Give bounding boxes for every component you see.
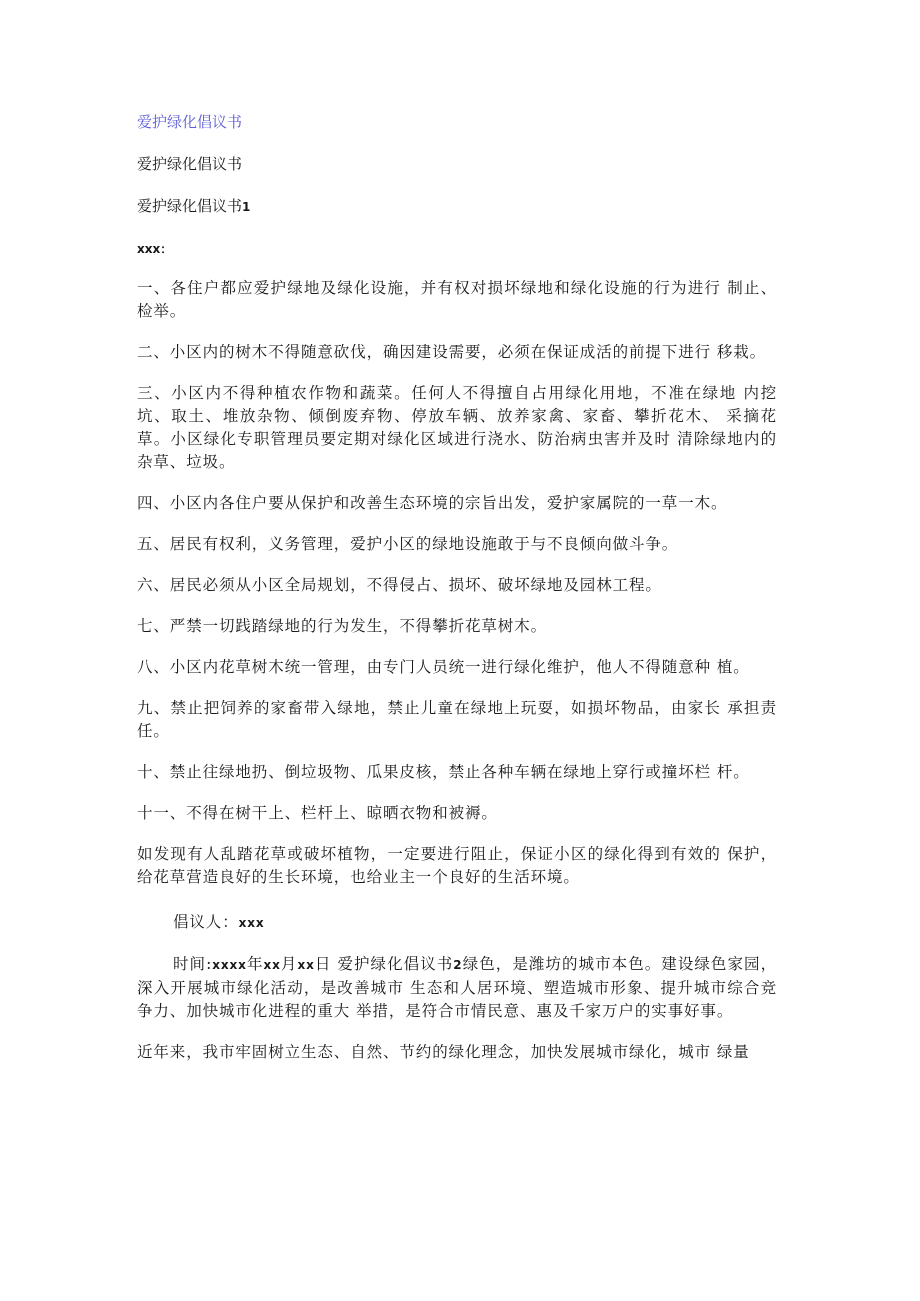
second-title: 爱护绿化倡议书 [331,955,454,973]
time-paragraph [137,953,777,1023]
item-2: 二、小区内的树木不得随意砍伐，确因建设需要，必须在保证成活的前提下进行 移栽。 [137,343,767,361]
proposer-name: xxx [238,916,265,930]
time-year-unit: 年 [246,955,264,973]
document-title-link[interactable]: 爱护绿化倡议书 [137,113,243,131]
item-3: 三、小区内不得种植农作物和蔬菜。任何人不得擅自占用绿化用地，不准在绿地 内挖坑、取土、堆放杂物、倾倒废弃物、停放车辆、放养家禽、家畜、攀折花木、 采摘花草。小区绿化专职管理员要定期对绿化区域进行浇水、防治病虫害并及时 清除绿地内的杂草、垃圾。 [137,384,777,471]
closing-paragraph: 如发现有人乱踏花草或破坏植物，一定要进行阻止，保证小区的绿化得到有效的 保护，给花草营造良好的生长环境，也给业主一个良好的生活环境。 [137,845,777,886]
item-10: 十、禁止往绿地扔、倒垃圾物、瓜果皮核，禁止各种车辆在绿地上穿行或撞坏栏 杆。 [137,763,750,781]
proposer-label: 倡议人： [173,913,239,931]
item-11: 十一、不得在树干上、栏杆上、晾晒衣物和被褥。 [137,804,498,822]
subtitle-text: 爱护绿化倡议书 [137,197,243,215]
time-day: xx [297,958,315,972]
time-day-unit: 日 [314,955,332,973]
second-text: 绿色，是潍坊的城市本色。建设绿色家园，深入开展城市绿化活动，是改善城市 生态和人居环境、塑造城市形象、提升城市综合竞争力、加快城市化进程的重大 举措，是符合市情民意、惠及千家万户的实事好事。 [137,955,777,1020]
time-month: xx [263,958,281,972]
time-month-unit: 月 [280,955,298,973]
salutation: xxx： [137,242,173,256]
subtitle-number: 1 [242,200,251,214]
document-title: 爱护绿化倡议书 [137,155,243,173]
item-6: 六、居民必须从小区全局规划，不得侵占、损坏、破坏绿地及园林工程。 [137,576,662,594]
last-paragraph: 近年来，我市牢固树立生态、自然、节约的绿化理念，加快发展城市绿化，城市 绿量 [137,1043,750,1061]
time-label: 时间: [173,955,213,973]
item-8: 八、小区内花草树木统一管理，由专门人员统一进行绿化维护，他人不得随意种 植。 [137,658,750,676]
item-4: 四、小区内各住户要从保护和改善生态环境的宗旨出发，爱护家属院的一草一木。 [137,494,728,512]
proposer-line [137,911,777,935]
item-1: 一、各住户都应爱护绿地及绿化设施，并有权对损坏绿地和绿化设施的行为进行 制止、检举。 [137,279,777,320]
document-subtitle [137,194,777,219]
time-year: xxxx [212,958,247,972]
item-7: 七、严禁一切践踏绿地的行为发生，不得攀折花草树木。 [137,617,548,635]
second-title-number: 2 [453,958,463,972]
item-9: 九、禁止把饲养的家畜带入绿地，禁止儿童在绿地上玩耍，如损坏物品，由家长 承担责任。 [137,699,777,740]
document-page [137,110,777,1082]
item-5: 五、居民有权利，义务管理，爱护小区的绿地设施敢于与不良倾向做斗争。 [137,535,679,553]
